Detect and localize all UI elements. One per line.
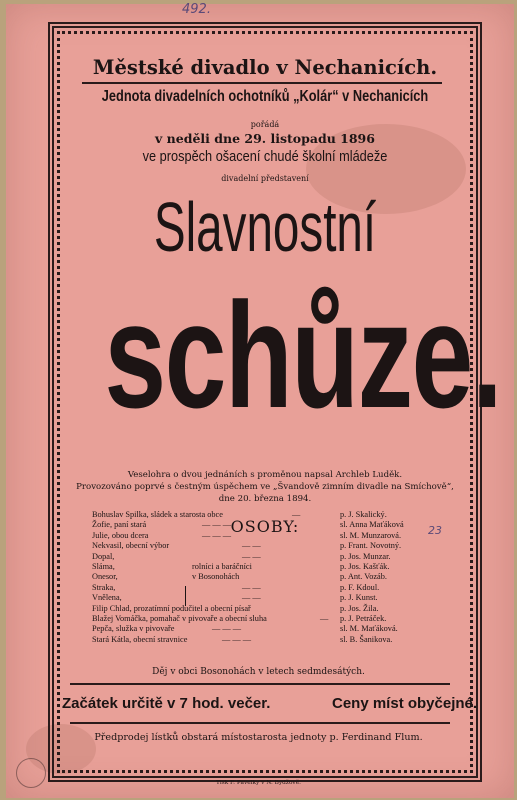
cast-role: Julie, obou dcera [92, 530, 149, 540]
handwritten-margin-number: 23 [428, 524, 442, 537]
cast-dash: — [292, 510, 301, 519]
cast-actor: p. J. Kunst. [340, 593, 378, 603]
group-bracket [185, 586, 190, 606]
cast-dash: — — [242, 551, 261, 561]
cast-dash: — — — [202, 520, 232, 530]
handwritten-inventory-number: 492. [182, 2, 211, 17]
cast-row [92, 614, 432, 624]
cast-role: Žofie, paní stará [92, 520, 147, 530]
cast-row [92, 604, 432, 614]
cast-actor: p. Jos. Munzar. [340, 551, 391, 561]
divider [82, 82, 442, 84]
cast-group-label: rolníci a baráčníci [192, 561, 252, 571]
cast-role: Onesor, [92, 572, 118, 582]
cast-row [92, 531, 432, 541]
divider [70, 683, 450, 685]
cast-list [92, 510, 432, 645]
cast-actor: sl. M. Munzarová. [340, 530, 402, 540]
cast-actor: p. Ant. Vozáb. [340, 572, 387, 582]
cast-actor: p. J. Petráček. [340, 613, 387, 623]
cast-row [92, 583, 432, 593]
printer-credit: Tisk F. Pavelky v N. Bydžově. [216, 780, 301, 786]
cast-group-label: v Bosonohách [192, 572, 240, 582]
presale-note: Předprodej lístků obstará místostarosta jednoty p. Ferdinand Flum. [94, 732, 423, 743]
cast-dash: — — [242, 582, 261, 592]
cast-row [92, 552, 432, 562]
cast-row [92, 593, 432, 603]
cast-actor: p. Jos. Žila. [340, 603, 379, 613]
presents-label: pořádá [250, 120, 280, 129]
theatre-name: Městské divadlo v Nechanicích. [92, 56, 438, 79]
cast-row [92, 635, 432, 645]
cast-row [92, 541, 432, 551]
cast-row [92, 510, 432, 520]
cast-role: Dopal, [92, 551, 115, 561]
cast-role: Stará Kátla, obecní stravnice [92, 634, 188, 644]
cast-role: Nekvasil, obecní výbor [92, 541, 170, 551]
title-first-word: Slavnostní [153, 188, 377, 266]
cast-actor: sl. B. Šanikova. [340, 634, 393, 644]
start-time: Začátek určitě v 7 hod. večer. [62, 695, 271, 712]
cast-role: Sláma, [92, 561, 115, 571]
cast-actor: p. Frant. Novotný. [340, 541, 402, 551]
cast-actor: sl. Anna Maťáková [340, 520, 404, 530]
title-second-word: schůze. [104, 271, 502, 439]
cast-dash: — — — [212, 624, 242, 634]
cast-dash: — [320, 613, 329, 623]
cast-row [92, 624, 432, 634]
cast-role: Vnělena, [92, 593, 122, 603]
cast-role: Bohuslav Spilka, sládek a starosta obce [92, 510, 223, 519]
premiere-note: Provozováno poprvé s čestným úspěchem ve „Švandově zimním divadle na Smíchově“, [76, 482, 454, 492]
divider [70, 722, 450, 724]
cast-row [92, 562, 432, 572]
setting-line: Děj v obci Bosonohách v letech sedmdesátých. [152, 667, 365, 677]
ticket-prices: Ceny míst obyčejné. [332, 695, 478, 712]
cast-role: Blažej Vomáčka, pomahač v pivovaře a obecní sluha [92, 613, 267, 623]
premiere-date: dne 20. března 1894. [218, 494, 312, 504]
play-description: Veselohra o dvou jednáních s proměnou napsal Archleb Luděk. [127, 470, 403, 480]
cast-dash: — — — [202, 530, 232, 540]
cast-role: Straka, [92, 582, 116, 592]
cast-heading: OSOBY: [230, 517, 300, 536]
performance-date: v neděli dne 29. listopadu 1896 [155, 131, 375, 146]
cast-role: Pepča, služka v pivovaře [92, 624, 175, 634]
cast-dash: — — — [222, 634, 252, 644]
cast-dash: — — [242, 541, 261, 551]
performance-label: divadelní představení [221, 174, 309, 183]
cast-actor: p. F. Kdoul. [340, 582, 380, 592]
cast-dash: — — [242, 593, 261, 603]
cast-actor: p. J. Skalický. [340, 510, 387, 519]
cast-actor: sl. M. Maťáková. [340, 624, 398, 634]
company-name: Jednota divadelních ochotníků „Kolár“ v Nechanicích [101, 88, 429, 105]
cast-role: Filip Chlad, prozatímní podučitel a obecní písař [92, 603, 251, 613]
library-stamp [16, 758, 46, 788]
cast-row [92, 572, 432, 582]
cast-actor: p. Jos. Kašťák. [340, 561, 390, 571]
cast-row [92, 520, 432, 530]
benefit-line: ve prospěch ošacení chudé školní mládeže [142, 149, 388, 165]
